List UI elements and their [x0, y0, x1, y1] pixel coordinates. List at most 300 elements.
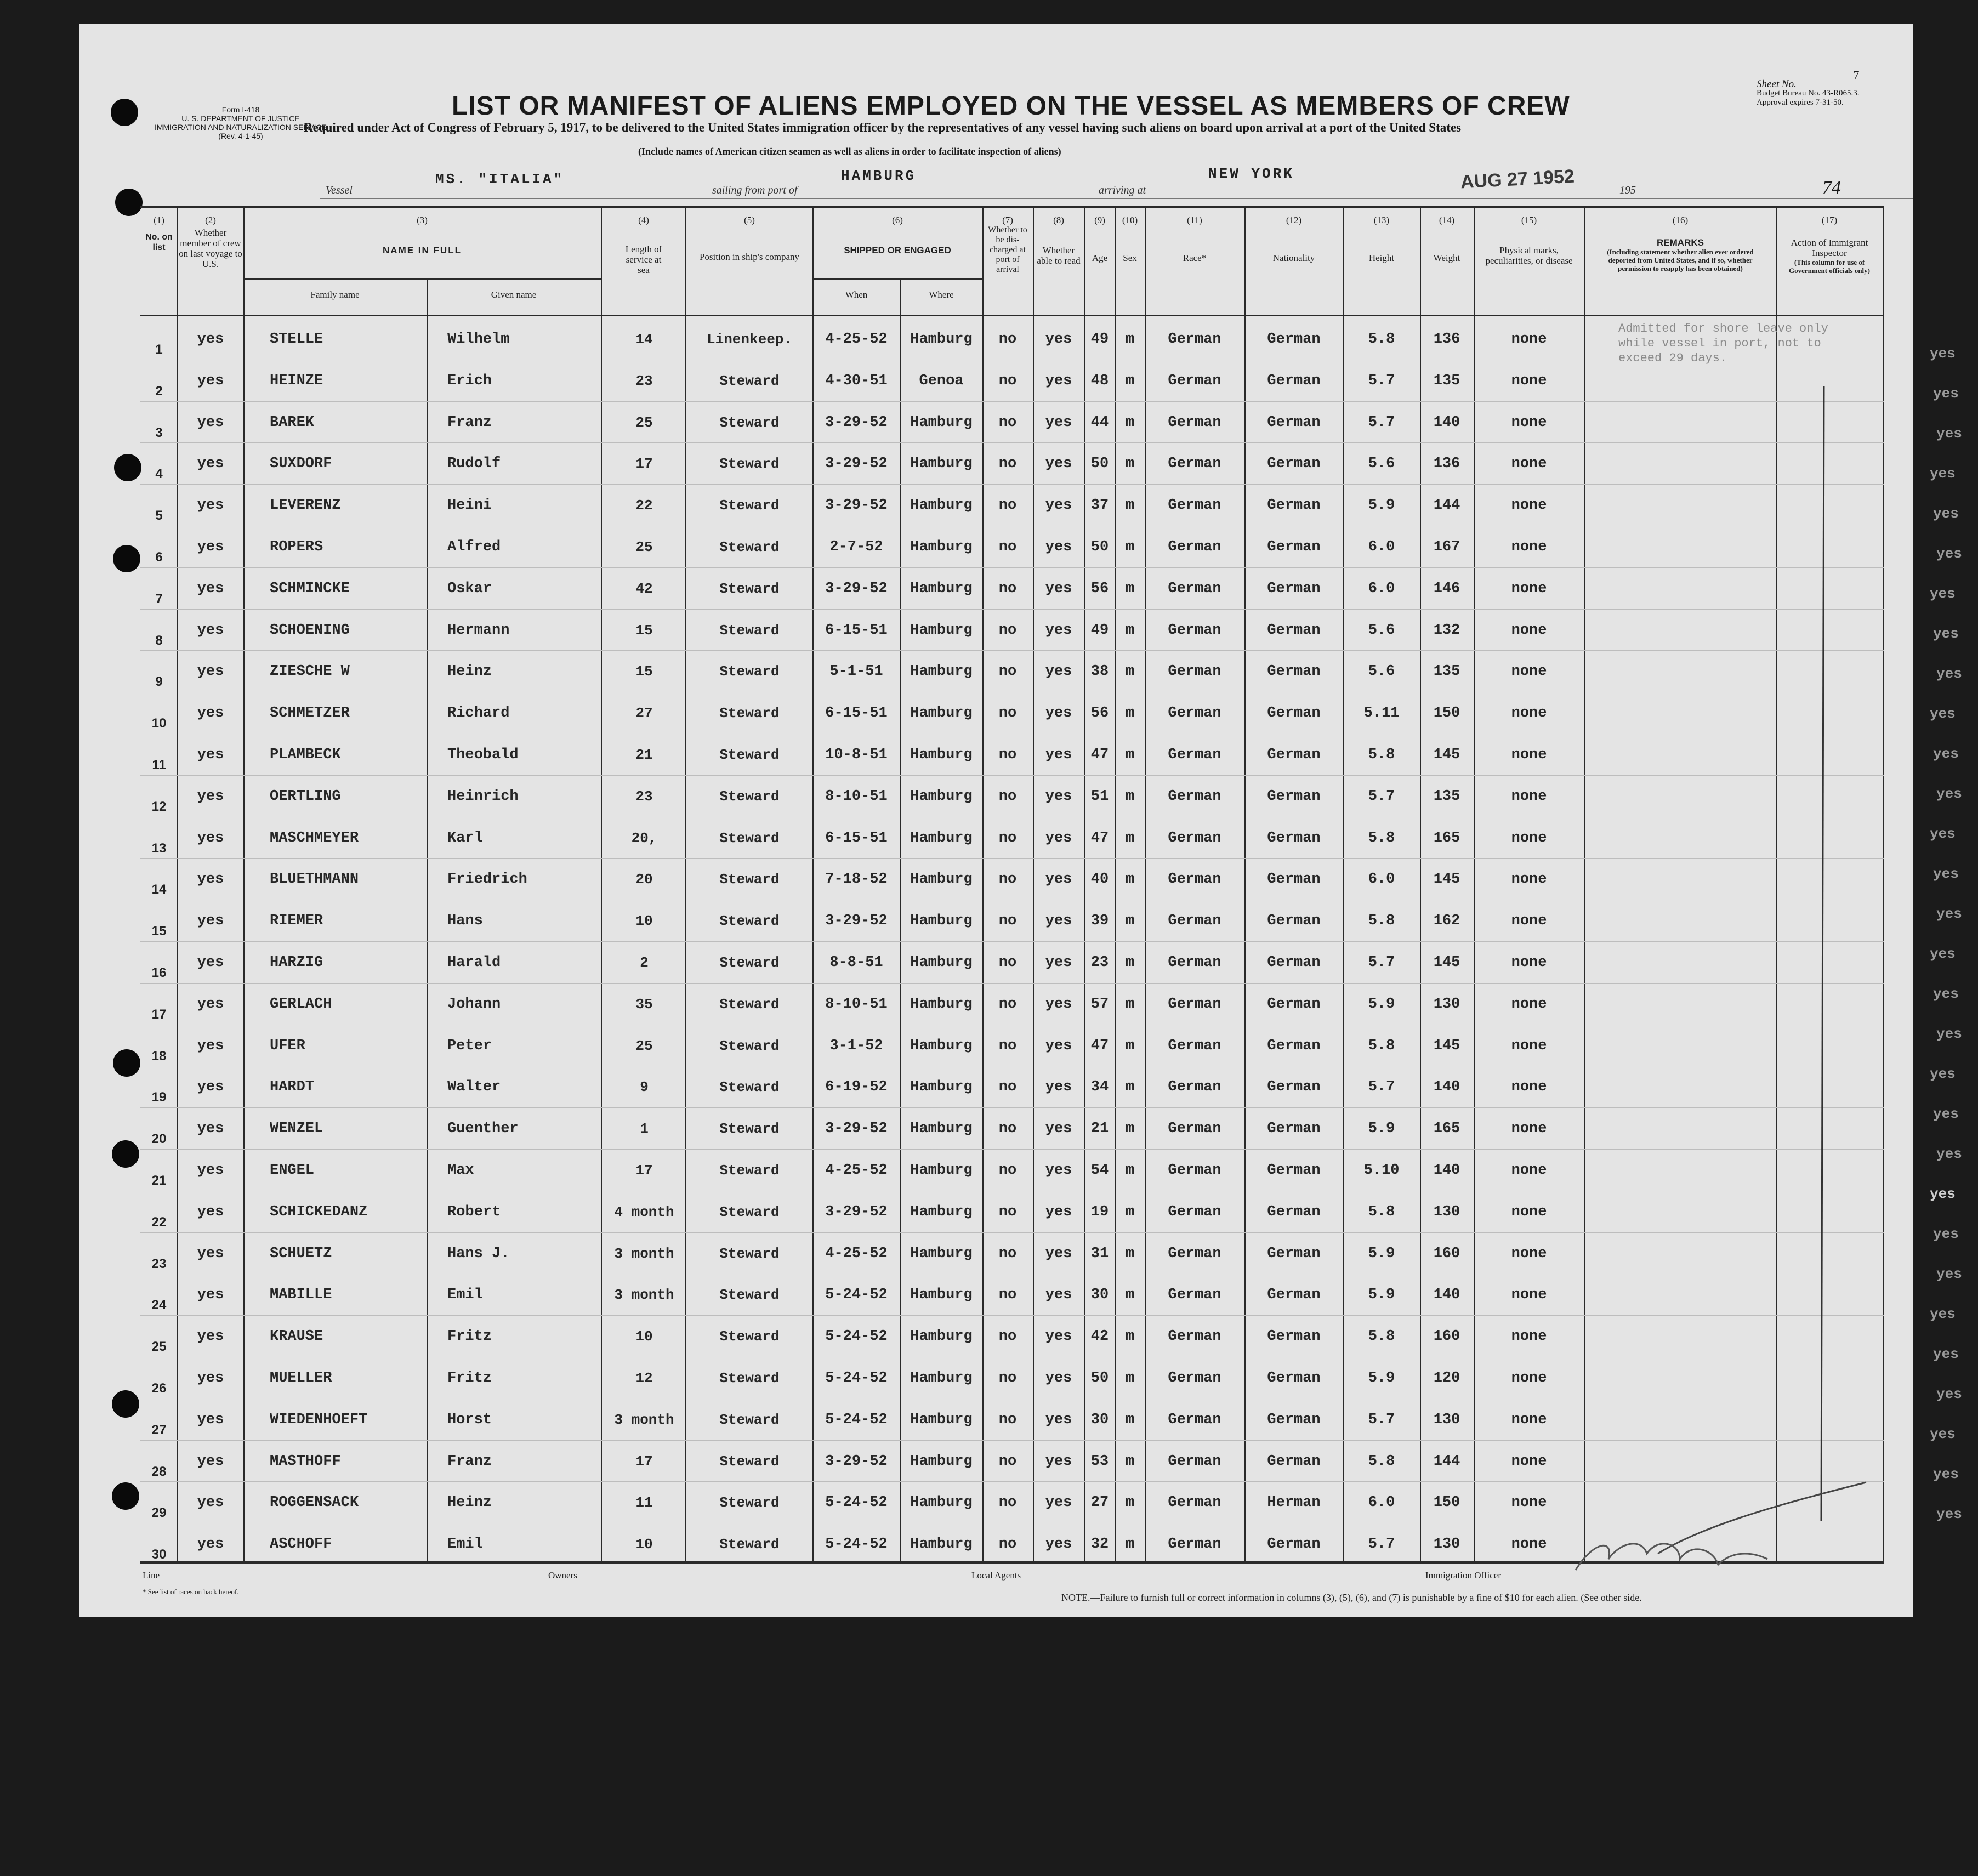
cell-weight: 140 — [1433, 414, 1460, 431]
cell-when: 3-29-52 — [825, 913, 888, 930]
row-number: 14 — [151, 882, 167, 897]
cell-marks: none — [1511, 1079, 1547, 1096]
cell-when: 3-29-52 — [825, 1453, 888, 1470]
cell-last: yes — [197, 996, 224, 1013]
cell-race: German — [1168, 456, 1221, 473]
cell-last: yes — [197, 871, 224, 888]
cell-family: WIEDENHOEFT — [270, 1411, 368, 1428]
cell-height: 5.8 — [1368, 829, 1395, 846]
remark-line: while vessel in port, not to — [1618, 337, 1821, 350]
cell-marks: none — [1511, 705, 1547, 722]
cell-race: German — [1168, 913, 1221, 930]
outside-yes-mark: yes — [1936, 1266, 1962, 1282]
cell-read: yes — [1045, 539, 1072, 555]
cell-marks: none — [1511, 788, 1547, 805]
cell-service: 3 month — [614, 1287, 674, 1304]
footer-officer-label: Immigration Officer — [1425, 1570, 1502, 1581]
cell-service: 3 month — [614, 1245, 674, 1262]
cell-read: yes — [1045, 829, 1072, 846]
row-number: 5 — [155, 508, 163, 524]
cell-disch: no — [998, 829, 1017, 846]
cell-disch: no — [998, 996, 1017, 1013]
cell-height: 6.0 — [1368, 1494, 1395, 1511]
cell-service: 25 — [635, 1037, 653, 1054]
cell-read: yes — [1045, 996, 1072, 1013]
cell-age: 23 — [1090, 954, 1109, 971]
cell-weight: 150 — [1433, 1494, 1460, 1511]
cell-when: 6-15-51 — [825, 829, 888, 846]
cell-where: Hamburg — [910, 1370, 973, 1386]
cell-age: 19 — [1090, 1203, 1109, 1220]
col8-header: (8) Whether able to read — [1037, 215, 1081, 266]
cell-when: 8-8-51 — [829, 954, 883, 971]
cell-position: Steward — [719, 1121, 780, 1138]
cell-height: 5.11 — [1363, 705, 1400, 722]
cell-position: Steward — [719, 788, 780, 805]
penalty-note: NOTE.—Failure to furnish full or correct information in columns (3), (5), (6), and (7) is punishable by a fine of $10 for each alien. (See other side. — [1061, 1592, 1642, 1603]
cell-family: MASTHOFF — [270, 1453, 341, 1470]
outside-yes-mark: yes — [1930, 706, 1956, 722]
cell-where: Hamburg — [910, 622, 973, 639]
row-number: 15 — [151, 924, 167, 939]
cell-nat: German — [1267, 456, 1321, 473]
cell-sex: m — [1125, 996, 1135, 1013]
cell-sex: m — [1125, 372, 1135, 389]
cell-position: Steward — [719, 1162, 780, 1179]
cell-position: Steward — [719, 1287, 780, 1304]
cell-service: 2 — [640, 954, 649, 971]
cell-nat: German — [1267, 1536, 1321, 1553]
cell-age: 56 — [1090, 580, 1109, 597]
cell-where: Hamburg — [910, 497, 973, 514]
cell-sex: m — [1125, 788, 1135, 805]
cell-disch: no — [998, 747, 1017, 763]
cell-weight: 144 — [1433, 1453, 1460, 1470]
cell-when: 3-29-52 — [825, 497, 888, 514]
cell-family: MASCHMEYER — [270, 829, 359, 846]
cell-height: 5.8 — [1368, 913, 1395, 930]
cell-given: Horst — [447, 1411, 492, 1428]
cell-last: yes — [197, 456, 224, 473]
cell-given: Heinrich — [447, 788, 519, 805]
cell-height: 5.7 — [1368, 1411, 1395, 1428]
cell-nat: German — [1267, 1370, 1321, 1386]
cell-disch: no — [998, 1453, 1017, 1470]
cell-last: yes — [197, 788, 224, 805]
cell-age: 30 — [1090, 1287, 1109, 1304]
cell-position: Steward — [719, 1494, 780, 1511]
cell-age: 50 — [1090, 1370, 1109, 1386]
where-header: Where — [929, 289, 954, 300]
cell-family: SCHMINCKE — [270, 580, 350, 597]
cell-nat: German — [1267, 996, 1321, 1013]
cell-family: KRAUSE — [270, 1328, 323, 1345]
outside-yes-mark: yes — [1936, 906, 1962, 922]
cell-race: German — [1168, 663, 1221, 680]
cell-given: Harald — [447, 954, 501, 971]
cell-family: SCHUETZ — [270, 1245, 332, 1262]
cell-last: yes — [197, 622, 224, 639]
cell-family: SCHMETZER — [270, 705, 350, 722]
cell-age: 47 — [1090, 829, 1109, 846]
outside-yes-mark: yes — [1933, 1106, 1959, 1122]
cell-disch: no — [998, 622, 1017, 639]
cell-family: HARDT — [270, 1079, 315, 1096]
cell-disch: no — [998, 1079, 1017, 1096]
sheet-number: 7 — [1853, 68, 1860, 82]
cell-service: 25 — [635, 539, 653, 555]
cell-height: 5.7 — [1368, 1536, 1395, 1553]
cell-read: yes — [1045, 1162, 1072, 1179]
cell-disch: no — [998, 871, 1017, 888]
cell-sex: m — [1125, 1121, 1135, 1138]
cell-given: Emil — [447, 1287, 483, 1304]
cell-read: yes — [1045, 372, 1072, 389]
cell-height: 5.6 — [1368, 456, 1395, 473]
cell-disch: no — [998, 1121, 1017, 1138]
cell-nat: German — [1267, 788, 1321, 805]
cell-nat: German — [1267, 954, 1321, 971]
cell-height: 5.8 — [1368, 331, 1395, 348]
cell-nat: Herman — [1267, 1494, 1321, 1511]
manifest-page — [79, 24, 1913, 1617]
outside-yes-mark: yes — [1936, 1506, 1962, 1522]
cell-weight: 135 — [1433, 372, 1460, 389]
cell-height: 5.6 — [1368, 663, 1395, 680]
row-number: 11 — [152, 758, 166, 772]
cell-last: yes — [197, 1079, 224, 1096]
cell-marks: none — [1511, 456, 1547, 473]
cell-position: Steward — [719, 1245, 780, 1262]
cell-sex: m — [1125, 1411, 1135, 1428]
cell-service: 1 — [640, 1121, 649, 1138]
cell-family: MUELLER — [270, 1370, 332, 1386]
cell-given: Richard — [447, 705, 510, 722]
cell-where: Genoa — [919, 372, 964, 389]
cell-given: Heini — [447, 497, 492, 514]
cell-sex: m — [1125, 414, 1135, 431]
cell-height: 5.6 — [1368, 622, 1395, 639]
cell-marks: none — [1511, 1328, 1547, 1345]
cell-service: 27 — [635, 705, 653, 722]
cell-where: Hamburg — [910, 1037, 973, 1054]
cell-disch: no — [998, 663, 1017, 680]
remark-line: exceed 29 days. — [1618, 351, 1727, 365]
cell-position: Steward — [719, 414, 780, 431]
outside-yes-mark: yes — [1933, 1466, 1959, 1482]
col16-header: (16) REMARKS (Including statement whether alien ever ordered deported from United States, and if so, whether permission to reapply has been obtained) — [1607, 215, 1754, 272]
cell-disch: no — [998, 1245, 1017, 1262]
service-name: IMMIGRATION AND NATURALIZATION SERVICE — [155, 123, 327, 132]
cell-read: yes — [1045, 1287, 1072, 1304]
year-label: 195 — [1619, 184, 1636, 196]
cell-where: Hamburg — [910, 331, 973, 348]
row-number: 23 — [151, 1256, 167, 1271]
cell-given: Emil — [447, 1536, 483, 1553]
cell-marks: none — [1511, 1162, 1547, 1179]
cell-race: German — [1168, 414, 1221, 431]
cell-marks: none — [1511, 996, 1547, 1013]
cell-age: 53 — [1090, 1453, 1109, 1470]
cell-disch: no — [998, 954, 1017, 971]
cell-disch: no — [998, 414, 1017, 431]
cell-nat: German — [1267, 331, 1321, 348]
cell-nat: German — [1267, 1411, 1321, 1428]
cell-sex: m — [1125, 539, 1135, 555]
cell-service: 35 — [635, 996, 653, 1013]
cell-family: WENZEL — [270, 1121, 323, 1138]
cell-weight: 130 — [1433, 1411, 1460, 1428]
cell-family: ENGEL — [270, 1162, 315, 1179]
approval-expiry: Approval expires 7-31-50. — [1757, 98, 1844, 107]
cell-age: 47 — [1090, 747, 1109, 763]
row-number: 20 — [151, 1132, 167, 1147]
cell-race: German — [1168, 372, 1221, 389]
row-number: 26 — [151, 1381, 167, 1396]
cell-last: yes — [197, 414, 224, 431]
cell-service: 25 — [635, 414, 653, 431]
cell-position: Steward — [719, 829, 780, 846]
cell-last: yes — [197, 1370, 224, 1386]
cell-weight: 140 — [1433, 1079, 1460, 1096]
cell-marks: none — [1511, 1245, 1547, 1262]
cell-nat: German — [1267, 1245, 1321, 1262]
cell-position: Steward — [719, 539, 780, 555]
cell-disch: no — [998, 372, 1017, 389]
cell-race: German — [1168, 1453, 1221, 1470]
cell-last: yes — [197, 580, 224, 597]
cell-age: 31 — [1090, 1245, 1109, 1262]
budget-bureau: Budget Bureau No. 43-R065.3. — [1757, 89, 1860, 98]
outside-yes-mark: yes — [1936, 666, 1962, 682]
cell-family: MABILLE — [270, 1287, 332, 1304]
cell-when: 5-24-52 — [825, 1370, 888, 1386]
cell-disch: no — [998, 913, 1017, 930]
cell-marks: none — [1511, 497, 1547, 514]
cell-weight: 145 — [1433, 747, 1460, 763]
cell-age: 40 — [1090, 871, 1109, 888]
cell-race: German — [1168, 1203, 1221, 1220]
cell-when: 6-15-51 — [825, 622, 888, 639]
cell-when: 2-7-52 — [829, 539, 883, 555]
cell-disch: no — [998, 788, 1017, 805]
cell-last: yes — [197, 539, 224, 555]
cell-last: yes — [197, 1287, 224, 1304]
outside-yes-mark: yes — [1933, 986, 1959, 1002]
cell-weight: 140 — [1433, 1162, 1460, 1179]
sailing-port: HAMBURG — [841, 168, 917, 184]
cell-given: Erich — [447, 372, 492, 389]
department-name: U. S. DEPARTMENT OF JUSTICE — [181, 114, 300, 123]
cell-race: German — [1168, 747, 1221, 763]
cell-read: yes — [1045, 580, 1072, 597]
cell-sex: m — [1125, 1287, 1135, 1304]
cell-marks: none — [1511, 1203, 1547, 1220]
cell-disch: no — [998, 1536, 1017, 1553]
cell-given: Hermann — [447, 622, 510, 639]
cell-when: 4-25-52 — [825, 1245, 888, 1262]
cell-marks: none — [1511, 331, 1547, 348]
cell-race: German — [1168, 580, 1221, 597]
cell-read: yes — [1045, 497, 1072, 514]
row-number: 12 — [151, 799, 167, 814]
cell-sex: m — [1125, 747, 1135, 763]
cell-service: 17 — [635, 1162, 653, 1179]
row-number: 28 — [151, 1464, 167, 1479]
cell-family: HARZIG — [270, 954, 323, 971]
outside-yes-mark: yes — [1933, 866, 1959, 882]
cell-when: 5-24-52 — [825, 1536, 888, 1553]
cell-nat: German — [1267, 1162, 1321, 1179]
cell-sex: m — [1125, 705, 1135, 722]
cell-weight: 150 — [1433, 705, 1460, 722]
cell-nat: German — [1267, 747, 1321, 763]
cell-read: yes — [1045, 954, 1072, 971]
cell-height: 5.10 — [1363, 1162, 1400, 1179]
cell-when: 4-25-52 — [825, 1162, 888, 1179]
cell-disch: no — [998, 1037, 1017, 1054]
cell-read: yes — [1045, 622, 1072, 639]
cell-weight: 136 — [1433, 331, 1460, 348]
cell-family: ASCHOFF — [270, 1536, 332, 1553]
cell-marks: none — [1511, 1453, 1547, 1470]
row-number: 21 — [151, 1173, 167, 1188]
cell-service: 10 — [635, 1328, 653, 1345]
cell-race: German — [1168, 1536, 1221, 1553]
family-name-header: Family name — [310, 289, 360, 300]
cell-nat: German — [1267, 372, 1321, 389]
cell-when: 3-29-52 — [825, 414, 888, 431]
cell-disch: no — [998, 1411, 1017, 1428]
cell-marks: none — [1511, 829, 1547, 846]
row-number: 29 — [151, 1505, 167, 1521]
given-name-header: Given name — [491, 289, 537, 300]
outside-yes-mark: yes — [1933, 626, 1959, 642]
cell-marks: none — [1511, 1287, 1547, 1304]
cell-where: Hamburg — [910, 1079, 973, 1096]
cell-sex: m — [1125, 1203, 1135, 1220]
cell-family: BAREK — [270, 414, 315, 431]
cell-race: German — [1168, 497, 1221, 514]
cell-race: German — [1168, 996, 1221, 1013]
cell-nat: German — [1267, 1121, 1321, 1138]
cell-height: 5.7 — [1368, 1079, 1395, 1096]
cell-age: 32 — [1090, 1536, 1109, 1553]
cell-race: German — [1168, 1370, 1221, 1386]
cell-age: 54 — [1090, 1162, 1109, 1179]
cell-given: Franz — [447, 1453, 492, 1470]
arriving-port: NEW YORK — [1208, 166, 1294, 182]
outside-yes-mark: yes — [1933, 1226, 1959, 1242]
cell-nat: German — [1267, 1037, 1321, 1054]
cell-family: SCHOENING — [270, 622, 350, 639]
cell-nat: German — [1267, 705, 1321, 722]
cell-sex: m — [1125, 663, 1135, 680]
cell-when: 5-24-52 — [825, 1411, 888, 1428]
cell-race: German — [1168, 871, 1221, 888]
cell-age: 39 — [1090, 913, 1109, 930]
cell-race: German — [1168, 1162, 1221, 1179]
cell-family: ROPERS — [270, 539, 323, 555]
cell-position: Steward — [719, 913, 780, 930]
outside-yes-mark: yes — [1930, 1426, 1956, 1442]
cell-age: 34 — [1090, 1079, 1109, 1096]
cell-marks: none — [1511, 580, 1547, 597]
pencil-marks — [79, 24, 1913, 1617]
cell-when: 5-24-52 — [825, 1494, 888, 1511]
cell-weight: 132 — [1433, 622, 1460, 639]
cell-service: 20 — [635, 871, 653, 888]
cell-when: 4-30-51 — [825, 372, 888, 389]
outside-yes-mark: yes — [1933, 385, 1959, 402]
cell-nat: German — [1267, 414, 1321, 431]
cell-where: Hamburg — [910, 1287, 973, 1304]
cell-when: 4-25-52 — [825, 331, 888, 348]
cell-read: yes — [1045, 1536, 1072, 1553]
cell-position: Steward — [719, 497, 780, 514]
cell-position: Steward — [719, 456, 780, 473]
cell-given: Friedrich — [447, 871, 527, 888]
cell-last: yes — [197, 1203, 224, 1220]
cell-age: 37 — [1090, 497, 1109, 514]
col7-header: (7) Whether to be dis-charged at port of arrival — [988, 215, 1027, 274]
cell-where: Hamburg — [910, 788, 973, 805]
cell-disch: no — [998, 456, 1017, 473]
footer-agents-label: Local Agents — [971, 1570, 1021, 1581]
cell-race: German — [1168, 1079, 1221, 1096]
outside-yes-mark: yes — [1933, 1346, 1959, 1362]
cell-given: Johann — [447, 996, 501, 1013]
cell-family: SUXDORF — [270, 456, 332, 473]
col17-header: (17) Action of Immigrant Inspector (This column for use of Government officials only) — [1788, 215, 1871, 275]
cell-sex: m — [1125, 1162, 1135, 1179]
outside-yes-mark: yes — [1936, 1026, 1962, 1042]
remark-line: Admitted for shore leave only — [1618, 322, 1828, 336]
cell-sex: m — [1125, 829, 1135, 846]
cell-service: 22 — [635, 497, 653, 514]
cell-when: 10-8-51 — [825, 747, 888, 763]
cell-where: Hamburg — [910, 1245, 973, 1262]
row-number: 4 — [155, 467, 163, 482]
cell-last: yes — [197, 1162, 224, 1179]
cell-nat: German — [1267, 1287, 1321, 1304]
outside-yes-mark: yes — [1930, 1306, 1956, 1322]
cell-race: German — [1168, 1245, 1221, 1262]
cell-when: 3-29-52 — [825, 580, 888, 597]
cell-height: 5.9 — [1368, 1121, 1395, 1138]
cell-when: 5-24-52 — [825, 1287, 888, 1304]
cell-height: 5.9 — [1368, 497, 1395, 514]
cell-weight: 146 — [1433, 580, 1460, 597]
cell-marks: none — [1511, 663, 1547, 680]
cell-nat: German — [1267, 1453, 1321, 1470]
cell-height: 5.9 — [1368, 1245, 1395, 1262]
cell-position: Steward — [719, 1203, 780, 1220]
cell-marks: none — [1511, 1536, 1547, 1553]
cell-nat: German — [1267, 497, 1321, 514]
cell-age: 44 — [1090, 414, 1109, 431]
cell-given: Heinz — [447, 1494, 492, 1511]
cell-service: 10 — [635, 913, 653, 930]
cell-race: German — [1168, 829, 1221, 846]
cell-read: yes — [1045, 1453, 1072, 1470]
cell-service: 15 — [635, 663, 653, 680]
cell-sex: m — [1125, 580, 1135, 597]
cell-read: yes — [1045, 331, 1072, 348]
cell-read: yes — [1045, 1245, 1072, 1262]
row-number: 16 — [151, 965, 167, 980]
cell-position: Steward — [719, 372, 780, 389]
